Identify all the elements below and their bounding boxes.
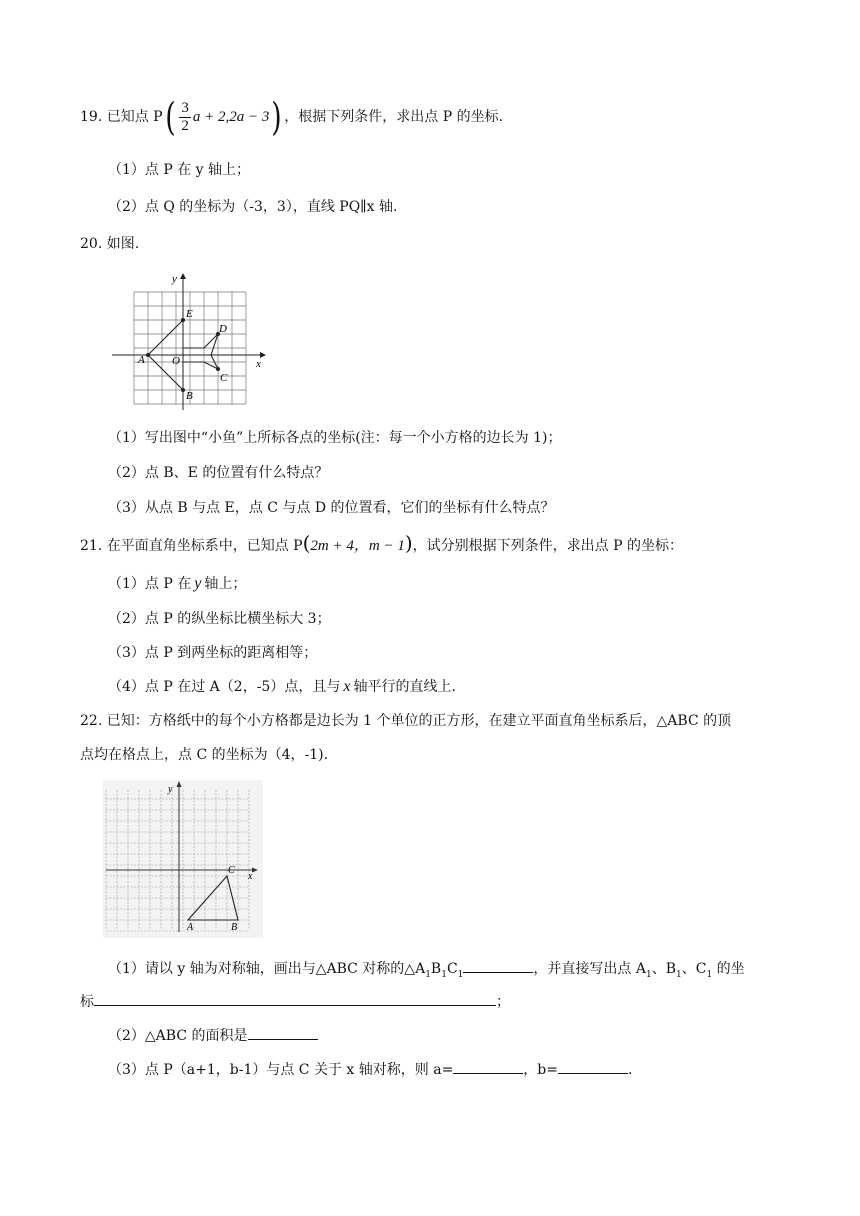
q22-sub1-line1 xyxy=(108,958,745,985)
paren-right: ) xyxy=(404,531,413,555)
q19-sub2: （2）点 Q 的坐标为（-3，3），直线 PQ∥x 轴. xyxy=(108,199,398,215)
answer-blank-coordinates[interactable] xyxy=(94,991,496,1006)
q21-pre: 在平面直角坐标系中，已知点 P xyxy=(106,538,303,554)
q21-sub4-text: （4）点 P 在过 A（2，-5）点，且与 xyxy=(108,679,341,695)
q22-sub1-text-e: 、B xyxy=(651,961,676,977)
fraction-denominator: 2 xyxy=(181,117,189,134)
q22-sub1-text-f: 、C xyxy=(681,961,707,977)
q22-sub1-text-d: ，并直接写出点 A xyxy=(533,961,646,977)
q20-text: 如图. xyxy=(106,236,140,252)
fish-label-y: y xyxy=(172,273,177,285)
q19-post: ，根据下列条件，求出点 P 的坐标. xyxy=(284,109,504,125)
answer-blank-b[interactable] xyxy=(558,1059,628,1074)
q22-sub3-text-c: . xyxy=(628,1062,633,1078)
q19-expression: a + 2,2a − 3 xyxy=(192,109,270,125)
q21-sub4 xyxy=(108,677,456,697)
q19-pre: 已知点 P xyxy=(106,109,163,125)
q21-post: ，试分别根据下列条件，求出点 P 的坐标： xyxy=(412,538,683,554)
fish-label-c: C xyxy=(220,372,228,384)
q22-sub1-text-b: B xyxy=(430,961,442,977)
subscript: 1 xyxy=(645,969,652,980)
fish-label-e: E xyxy=(186,308,193,320)
q22-sub3-text-b: ，b= xyxy=(523,1062,558,1078)
q21-sub3: （3）点 P 到两坐标的距离相等； xyxy=(108,645,318,661)
fish-label-o: O xyxy=(172,355,180,367)
fish-label-x: x xyxy=(256,358,261,370)
q21-expression: 2m + 4，m − 1 xyxy=(310,538,405,554)
q22-sub2-text: （2）△ABC 的面积是 xyxy=(108,1028,248,1044)
q22-sub1-line2-text: 标 xyxy=(80,994,94,1010)
q20-sub1: （1）写出图中“小鱼”上所标各点的坐标(注：每一个小方格的边长为 1)； xyxy=(108,430,562,446)
fish-label-a: A xyxy=(138,354,145,366)
q22-stem-line1 xyxy=(80,711,731,731)
q20-number: 20. xyxy=(80,236,103,252)
subscript: 1 xyxy=(706,969,713,980)
triangle-label-y: y xyxy=(168,784,173,795)
triangle-label-x: x xyxy=(248,871,253,882)
q19-number: 19. xyxy=(80,109,103,125)
right-paren: ) xyxy=(271,95,283,139)
triangle-figure xyxy=(103,780,263,938)
q22-sub2 xyxy=(108,1025,318,1046)
subscript: 1 xyxy=(441,969,447,980)
fish-figure xyxy=(110,270,270,412)
q19-stem xyxy=(80,95,504,139)
fish-y-arrow xyxy=(180,273,186,279)
left-paren: ( xyxy=(164,95,176,139)
subscript: 1 xyxy=(457,969,464,980)
triangle-label-a: A xyxy=(187,922,194,933)
q20-stem xyxy=(80,234,139,254)
subscript: 1 xyxy=(676,969,682,980)
q20-sub3: （3）从点 B 与点 E，点 C 与点 D 的位置看，它们的坐标有什么特点？ xyxy=(108,500,555,516)
q21-sub4-tail: 轴平行的直线上. xyxy=(353,679,456,695)
q21-sub2: （2）点 P 的纵坐标比横坐标大 3； xyxy=(108,611,331,627)
q21-sub1-text: （1）点 P 在 xyxy=(108,576,192,592)
q22-sub3 xyxy=(108,1059,632,1080)
q21-sub1-tail: 轴上； xyxy=(204,576,247,592)
answer-blank-area[interactable] xyxy=(248,1025,318,1040)
answer-blank-a[interactable] xyxy=(453,1059,523,1074)
q20-sub2: （2）点 B、E 的位置有什么特点？ xyxy=(108,465,329,481)
q22-stem-line2: 点均在格点上，点 C 的坐标为（4，-1). xyxy=(80,747,329,763)
paren-left: ( xyxy=(302,531,311,555)
var-y: y xyxy=(194,575,202,592)
q21-number: 21. xyxy=(80,538,103,554)
q22-sub1-line2-tail: ； xyxy=(496,994,510,1010)
answer-blank-triangle[interactable] xyxy=(463,958,533,973)
q21-stem xyxy=(80,533,683,556)
q22-sub1-line2 xyxy=(80,991,510,1012)
q19-sub1: （1）点 P 在 y 轴上； xyxy=(108,162,251,178)
q22-line1: 已知：方格纸中的每个小方格都是边长为 1 个单位的正方形，在建立平面直角坐标系后，△ABC 的顶 xyxy=(106,713,732,729)
fraction-numerator: 3 xyxy=(181,99,189,116)
fish-x-arrow xyxy=(260,352,266,358)
q22-number: 22. xyxy=(80,713,103,729)
var-x: x xyxy=(343,678,351,695)
fish-label-d: D xyxy=(219,323,227,335)
fraction xyxy=(179,100,191,135)
fish-label-b: B xyxy=(186,390,193,402)
triangle-label-b: B xyxy=(231,922,238,933)
q22-sub1-text-g: 的坐 xyxy=(712,961,745,977)
subscript: 1 xyxy=(425,969,431,980)
q22-sub1-text-a: （1）请以 y 轴为对称轴，画出与△ABC 对称的△A xyxy=(108,961,426,977)
q22-sub1-text-c: C xyxy=(446,961,458,977)
q21-sub1 xyxy=(108,574,246,594)
triangle-label-c: C xyxy=(228,865,235,876)
q22-sub3-text-a: （3）点 P（a+1，b-1）与点 C 关于 x 轴对称，则 a= xyxy=(108,1062,454,1078)
